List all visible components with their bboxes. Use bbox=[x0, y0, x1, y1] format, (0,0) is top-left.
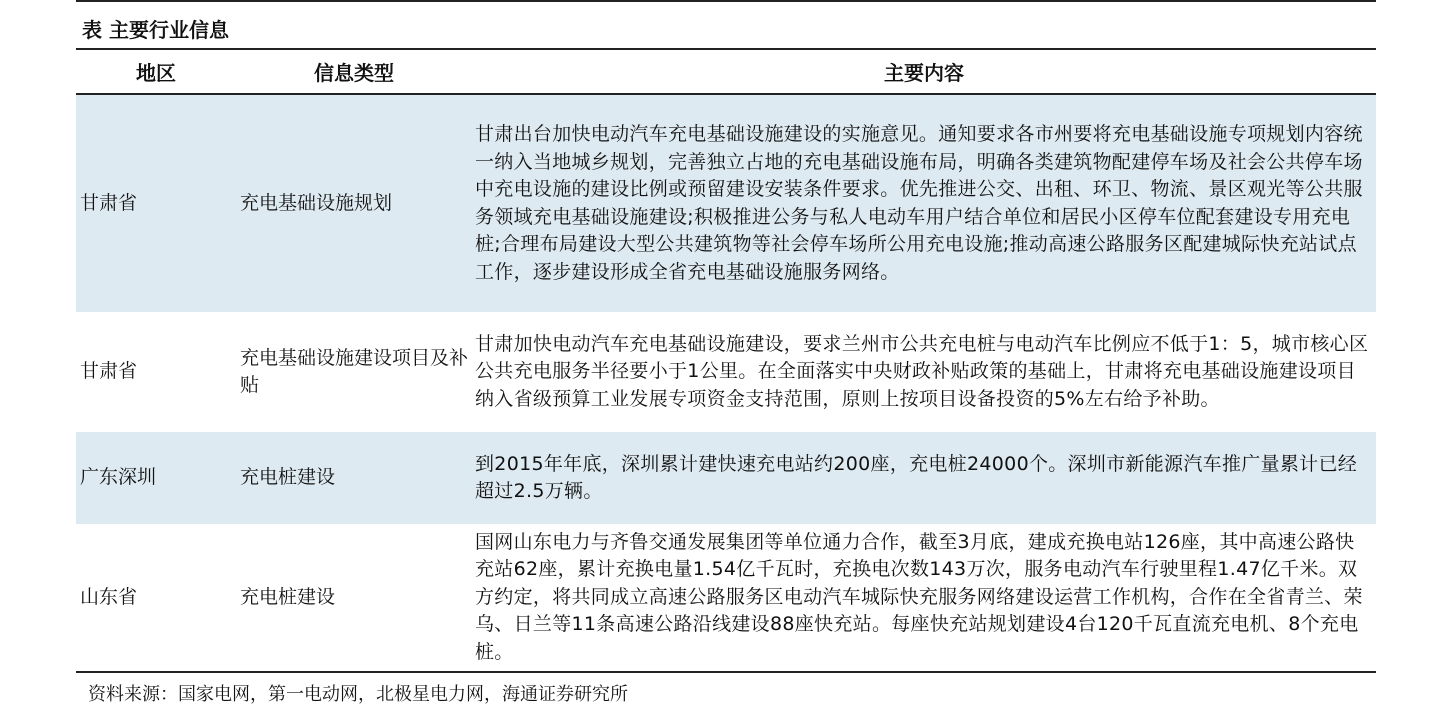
cell-region: 甘肃省 bbox=[80, 360, 138, 383]
table-row bbox=[76, 94, 1376, 312]
document bbox=[76, 0, 1376, 707]
cell-region: 山东省 bbox=[76, 524, 236, 672]
cell-info-type: 充电基础设施规划 bbox=[236, 94, 472, 312]
cell-region: 甘肃省 bbox=[76, 94, 236, 312]
cell-info-type: 充电基础设施建设项目及补贴 bbox=[240, 346, 469, 396]
header-row bbox=[76, 49, 1376, 94]
table-row bbox=[76, 432, 1376, 524]
header-region: 地区 bbox=[76, 49, 236, 94]
table-row bbox=[76, 524, 1376, 672]
cell-content: 到2015年年底，深圳累计建快速充电站约200座，充电桩24000个。深圳市新能源汽车推广量累计已经超过2.5万辆。 bbox=[472, 432, 1376, 524]
cell-region: 广东深圳 bbox=[76, 432, 236, 524]
industry-info-table bbox=[76, 48, 1376, 673]
cell-content: 甘肃出台加快电动汽车充电基础设施建设的实施意见。通知要求各市州要将充电基础设施专项规划内容统一纳入当地城乡规划，完善独立占地的充电基础设施布局，明确各类建筑物配建停车场及社会公共停车场中充电设施的建设比例或预留建设安装条件要求。优先推进公交、出租、环卫、物流、景区观光等公共服务领域充电基础设施建设;积极推进公务与私人电动车用户结合单位和居民小区停车位配套建设专用充电桩;合理布局建设大型公共建筑物等社会停车场所公用充电设施;推动高速公路服务区配建城际快充站试点工作，逐步建设形成全省充电基础设施服务网络。 bbox=[472, 94, 1376, 312]
cell-info-type: 充电桩建设 bbox=[236, 524, 472, 672]
cell-content: 国网山东电力与齐鲁交通发展集团等单位通力合作，截至3月底，建成充换电站126座，其中高速公路快充站62座，累计充换电量1.54亿千瓦时，充换电次数143万次，服务电动汽车行驶里程1.47亿千米。双方约定，将共同成立高速公路服务区电动汽车城际快充服务网络建设运营工作机构，合作在全省青兰、荣乌、日兰等11条高速公路沿线建设88座快充站。每座快充站规划建设4台120千瓦直流充电机、8个充电桩。 bbox=[472, 524, 1376, 672]
header-info-type: 信息类型 bbox=[236, 49, 472, 94]
table-title: 表 主要行业信息 bbox=[76, 0, 1376, 48]
cell-info-type: 充电桩建设 bbox=[236, 432, 472, 524]
header-content: 主要内容 bbox=[472, 49, 1376, 94]
source-note: 资料来源：国家电网，第一电动网，北极星电力网，海通证券研究所 bbox=[88, 684, 628, 705]
cell-content: 甘肃加快电动汽车充电基础设施建设，要求兰州市公共充电桩与电动汽车比例应不低于1：5，城市核心区公共充电服务半径要小于1公里。在全面落实中央财政补贴政策的基础上，甘肃将充电基础设施建设项目纳入省级预算工业发展专项资金支持范围，原则上按项目设备投资的5%左右给予补助。 bbox=[475, 332, 1369, 410]
table-row bbox=[76, 312, 1376, 432]
